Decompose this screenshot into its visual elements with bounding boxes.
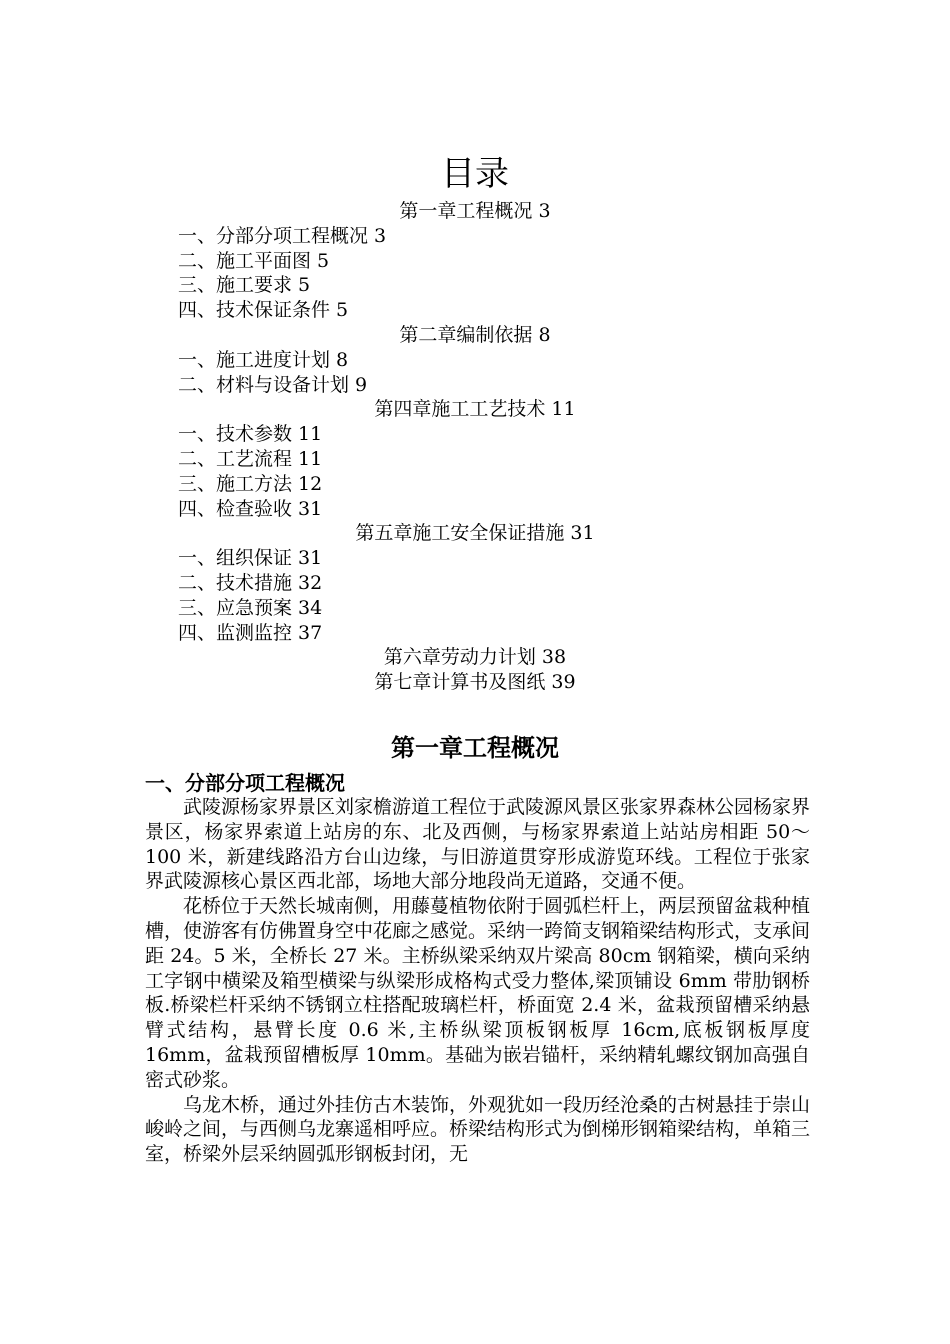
toc-entry-chapter[interactable]: 第五章施工安全保证措施 31	[355, 522, 595, 545]
toc-entry-section[interactable]: 一、组织保证 31	[178, 547, 323, 570]
toc-entry-section[interactable]: 三、施工方法 12	[178, 472, 323, 495]
paragraph: 乌龙木桥，通过外挂仿古木装饰，外观犹如一段历经沧桑的古树悬挂于崇山峻岭之间，与西侧乌龙寨遥相呼应。桥梁结构形式为倒梯形钢箱梁结构，单箱三室，桥梁外层采纳圆弧形钢板封闭，无	[145, 1093, 811, 1166]
toc-entry-section[interactable]: 四、技术保证条件 5	[178, 299, 349, 322]
toc-entry-section[interactable]: 二、施工平面图 5	[178, 249, 330, 272]
paragraph: 武陵源杨家界景区刘家檐游道工程位于武陵源风景区张家界森林公园杨家界景区，杨家界索道上站房的东、北及西侧，与杨家界索道上站站房相距 50～100 米，新建线路沿方台山边缘，与旧游道贯穿形成游览环线。工程位于张家界武陵源核心景区西北部，场地大部分地段尚无道路，交通不便。	[145, 796, 811, 893]
toc-entry-chapter[interactable]: 第七章计算书及图纸 39	[374, 671, 576, 694]
paragraph: 花桥位于天然长城南侧，用藤蔓植物依附于圆弧栏杆上，两层预留盆栽种植槽，使游客有仿佛置身空中花廊之感觉。采纳一跨简支钢箱梁结构形式，支承间距 24。5 米，全桥长 27 米。主桥纵梁采纳双片梁高 80cm 钢箱梁，横向采纳工字钢中横梁及箱型横梁与纵梁形成格构式受力整体,梁顶铺设 6mm 带肋钢桥板.桥梁栏杆采纳不锈钢立柱搭配玻璃栏杆，桥面宽 2.4 米，盆栽预留槽采纳悬臂式结构，悬臂长度 0.6 米,主桥纵梁顶板钢板厚 16cm,底板钢板厚度 16mm，盆栽预留槽板厚 10mm。基础为嵌岩锚杆，采纳精轧螺纹钢加高强自密式砂浆。	[145, 895, 811, 1091]
toc-entry-section[interactable]: 二、工艺流程 11	[178, 447, 323, 470]
toc-entry-section[interactable]: 三、应急预案 34	[178, 596, 323, 619]
toc-entry-section[interactable]: 二、材料与设备计划 9	[178, 373, 368, 396]
toc-entry-chapter[interactable]: 第二章编制依据 8	[399, 323, 551, 346]
section-heading: 一、分部分项工程概况	[145, 771, 345, 795]
chapter-heading: 第一章工程概况	[391, 734, 559, 762]
toc-entry-section[interactable]: 四、检查验收 31	[178, 497, 323, 520]
table-of-contents	[0, 199, 950, 695]
toc-title: 目录	[441, 154, 509, 194]
toc-entry-section[interactable]: 一、技术参数 11	[178, 423, 323, 446]
toc-entry-chapter[interactable]: 第一章工程概况 3	[399, 200, 551, 222]
toc-entry-chapter[interactable]: 第四章施工工艺技术 11	[374, 398, 576, 421]
toc-entry-section[interactable]: 一、分部分项工程概况 3	[178, 224, 387, 247]
toc-entry-section[interactable]: 三、施工要求 5	[178, 274, 311, 297]
toc-entry-section[interactable]: 二、技术措施 32	[178, 571, 323, 594]
toc-entry-section[interactable]: 一、施工进度计划 8	[178, 348, 349, 371]
toc-entry-section[interactable]: 四、监测监控 37	[178, 621, 323, 644]
toc-entry-chapter[interactable]: 第六章劳动力计划 38	[383, 646, 567, 669]
body-text	[145, 795, 810, 1167]
